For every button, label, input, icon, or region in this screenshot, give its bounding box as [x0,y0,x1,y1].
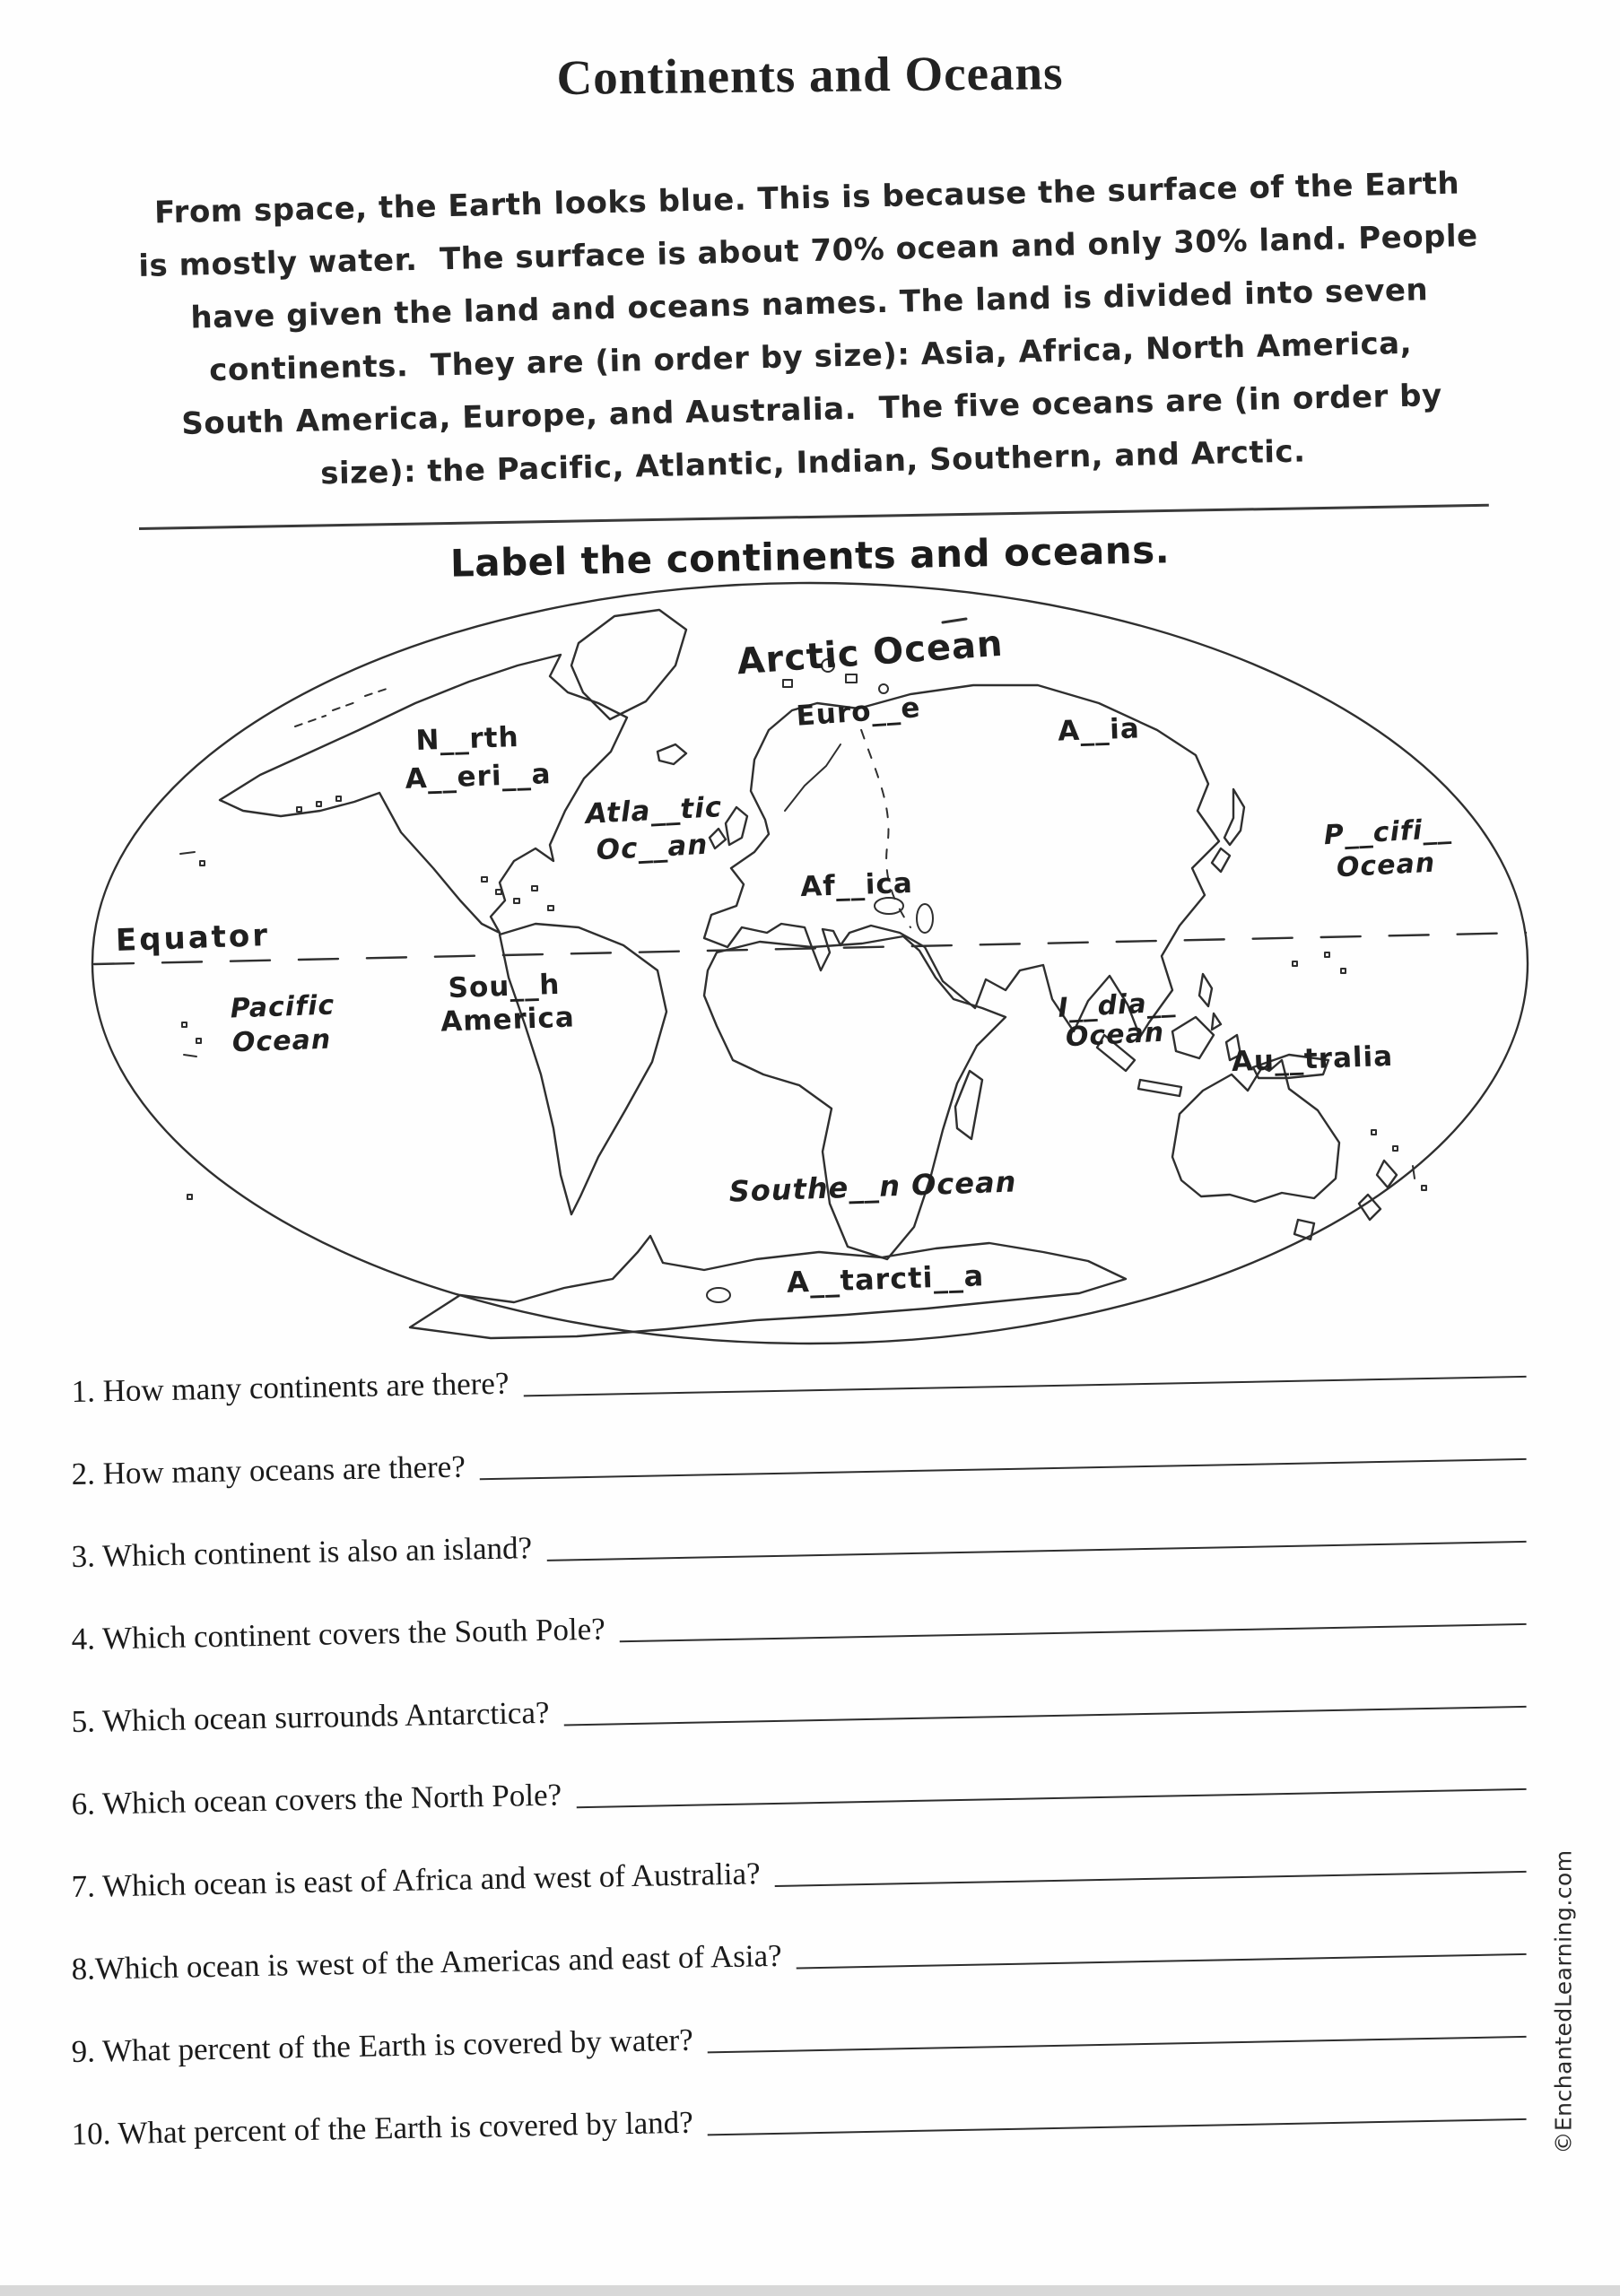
africa-outline [704,936,1006,1259]
borneo-outline [1172,1017,1214,1058]
scan-edge-shadow [0,2285,1620,2296]
map-label-africa: Af__ica [799,866,914,904]
australia-outline [1172,1060,1339,1202]
map-label-pacific-right-line1: P__cifi__ [1322,813,1453,852]
map-label-southern-ocean: Southe__n Ocean [728,1164,1017,1209]
equator-line [94,933,1526,964]
answer-blank-line [524,1375,1527,1396]
philippines-south-outline [1212,1013,1221,1030]
arctic-island [846,674,857,683]
antarctic-island-outline [707,1288,730,1302]
intro-line: have given the land and oceans names. The land is divided into seven [190,272,1429,336]
map-label-indian-line2: Ocean [1065,1016,1165,1054]
answer-blank-line [708,2118,1527,2136]
intro-paragraph [44,155,1576,507]
intro-line: continents. They are (in order by size): Asia, Africa, North America, [208,325,1413,389]
britain-outline [726,807,747,845]
question-item [71,1676,1529,1740]
question-list [71,1365,1530,2199]
antarctica-outline [410,1236,1126,1338]
question-text: 3. Which continent is also an island? [71,1530,533,1575]
answer-blank-line [480,1457,1527,1480]
question-text: 9. What percent of the Earth is covered by water? [71,2022,694,2070]
caribbean-islands [482,877,553,910]
canadian-arctic-islands [295,689,387,726]
answer-blank-line [546,1540,1526,1561]
intro-line: size): the Pacific, Atlantic, Indian, Southern, and Arctic. [319,433,1306,492]
answer-blank-line [775,1870,1527,1887]
map-label-antarctica: A__tarcti__a [786,1258,985,1300]
intro-line: is mostly water. The surface is about 70% ocean and only 30% land. People [137,218,1479,284]
question-item [71,2006,1529,2070]
map-label-pacific-left-line1: Pacific [230,989,335,1025]
map-instruction-heading: Label the continents and oceans. [449,527,1171,586]
aleutian-islands [297,796,341,812]
question-item [71,1346,1529,1410]
pacific-islands-west [180,852,205,1199]
new-zealand-south-outline [1359,1195,1380,1220]
map-label-pacific-right-line2: Ocean [1336,847,1436,884]
ireland-outline [710,829,726,848]
question-text: 7. Which ocean is east of Africa and west of Australia? [71,1856,761,1905]
answer-blank-line [564,1705,1527,1726]
answer-blank-line [620,1622,1527,1642]
java-outline [1138,1080,1181,1096]
world-map-svg [76,576,1547,1347]
map-label-europe: Euro__e [795,691,922,733]
intro-line: South America, Europe, and Australia. The five oceans are (in order by [180,378,1443,442]
question-item [71,1594,1529,1657]
iceland-outline [658,744,686,764]
intro-line: From space, the Earth looks blue. This is because the surface of the Earth [153,165,1460,231]
map-label-south-america-line1: Sou__h [448,968,561,1005]
map-label-asia: A__ia [1057,712,1141,748]
south-america-outline [500,924,666,1214]
answer-blank-line [797,1952,1527,1970]
question-item [71,1924,1529,1987]
map-label-atlantic-line1: Atla__tic [584,791,724,831]
world-map [76,576,1547,1347]
japan-outline [1224,789,1244,845]
question-text: 4. Which continent covers the South Pole? [71,1611,606,1657]
question-text: 5. Which ocean surrounds Antarctica? [71,1694,550,1740]
map-label-indian-line1: I__dia__ [1057,987,1177,1024]
caspian-sea-outline [917,904,933,933]
question-text: 6. Which ocean covers the North Pole? [71,1777,562,1822]
question-text: 2. How many oceans are there? [71,1448,466,1492]
map-label-south-america-line2: America [440,1001,576,1039]
question-text: 1. How many continents are there? [71,1365,510,1410]
map-label-equator: Equator [115,918,271,959]
tasmania-outline [1294,1220,1314,1239]
greenland-outline [571,610,686,719]
japan-south-outline [1212,848,1230,872]
arctic-island [783,680,792,687]
arctic-dash [943,619,966,622]
question-item [71,1841,1529,1905]
map-label-australia: Au__tralia [1231,1039,1394,1079]
map-label-pacific-left-line2: Ocean [231,1023,332,1059]
map-label-north-america-line1: N__rth [414,721,520,757]
question-item [71,2089,1529,2152]
philippines-outline [1199,974,1212,1006]
question-item [71,1511,1529,1575]
answer-blank-line [708,2035,1527,2054]
copyright-credit: ©EnchantedLearning.com [1550,1849,1577,2154]
worksheet-title: Continents and Oceans [556,45,1064,105]
question-item [71,1429,1529,1492]
map-label-arctic-ocean: Arctic Ocean [736,622,1005,683]
question-text: 8.Which ocean is west of the Americas and east of Asia? [71,1937,782,1987]
map-label-atlantic-line2: Oc__an [595,828,710,867]
question-item [71,1759,1529,1822]
map-label-north-america-line2: A__eri__a [404,758,553,796]
eurasia-outline [704,685,1219,1037]
answer-blank-line [576,1787,1526,1808]
baltic-coast-detail [785,744,840,811]
arctic-island [879,684,888,693]
question-text: 10. What percent of the Earth is covered by land? [71,2104,694,2152]
